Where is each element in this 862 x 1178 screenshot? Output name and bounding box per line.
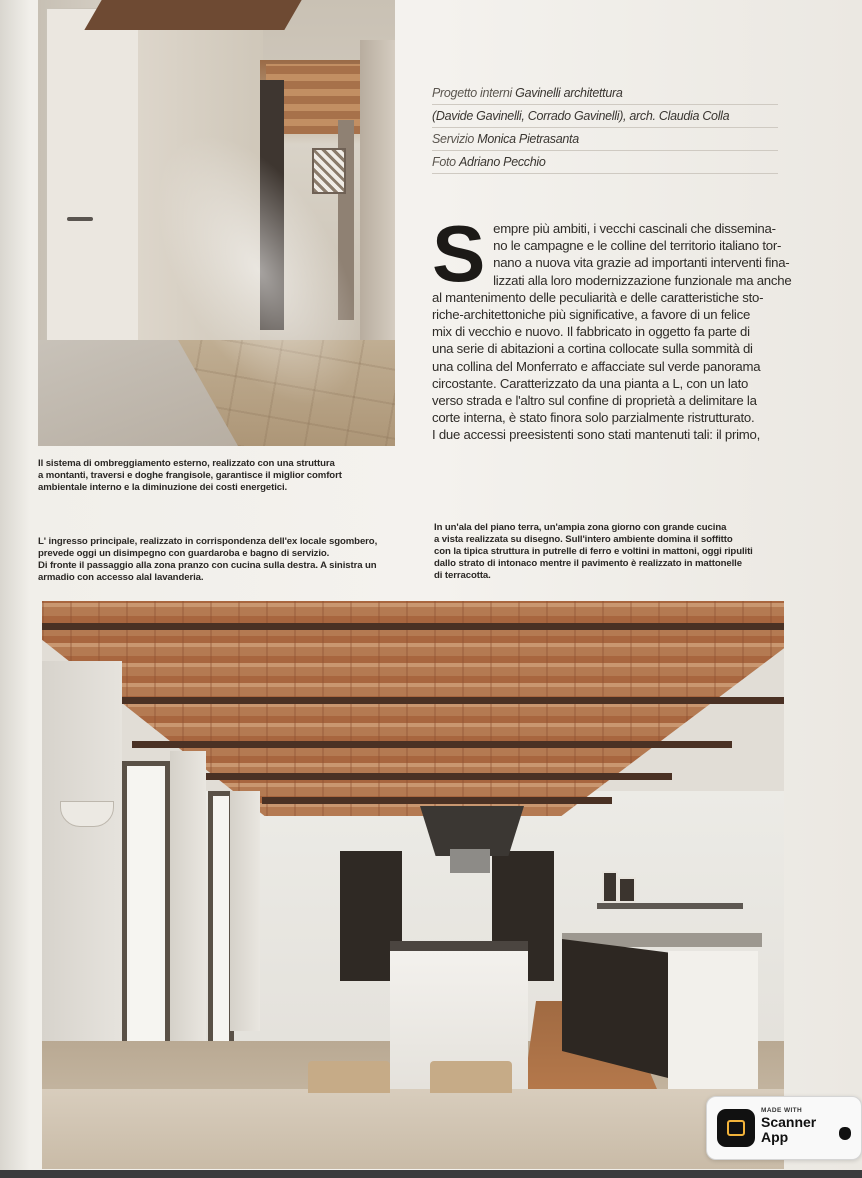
kitchen-photo [42,601,784,1169]
scanner-app-name: Scanner App [761,1114,817,1145]
made-with-label: MADE WITH [761,1107,803,1114]
body-line: corte interna, è stato finora solo parzialmente ristrutturato. [432,410,755,426]
body-line: I due accessi preesistenti sono stati mantenuti tali: il primo, [432,427,761,443]
apple-icon [839,1127,851,1140]
scanner-app-badge[interactable] [706,1096,862,1160]
scanner-app-logo-icon [717,1109,755,1147]
body-line: verso strada e l'altro sul confine di proprietà a delimitare la [432,393,757,409]
body-line: circostante. Caratterizzato da una pianta a L, con un lato [432,375,749,391]
body-line: riche-architettoniche più significative, a favore di un felice [432,307,751,323]
credit-line: Foto Adriano Pecchio [432,151,778,174]
credit-line: (Davide Gavinelli, Corrado Gavinelli), arch. Claudia Colla [432,105,778,128]
body-line: nano a nuova vita grazie ad importanti interventi fina- [493,255,790,271]
door-handle [67,217,93,221]
bottom-strip [0,1170,862,1178]
caption-living: In un'ala del piano terra, un'ampia zona giorno con grande cucina a vista realizzata su disegno. Sull'intero ambiente domina il soffitto con la tipica struttura in putrelle di ferro e voltini in mattoni, oggi ripuliti dallo strato di intonaco mentre il pavimento è realizzato in mattonelle di terracotta. [434,522,753,581]
drop-cap: S [432,209,486,298]
chair [308,1061,390,1093]
chair [430,1061,512,1093]
body-line: una serie di abitazioni a cortina collocate sulla sommità di [432,341,753,357]
caption-shading: Il sistema di ombreggiamento esterno, realizzato con una struttura a montanti, traversi e doghe frangisole, garantisce il miglior comfort ambientale interno e la diminuzione dei costi energetici. [38,458,342,493]
article-body [432,209,792,444]
body-line: no le campagne e le colline del territorio italiano tor- [493,238,782,254]
lattice-window [312,148,346,194]
body-line: mix di vecchio e nuovo. Il fabbricato in oggetto fa parte di [432,324,750,340]
credits-block [432,82,778,174]
body-line: empre più ambiti, i vecchi cascinali che dissemina- [493,221,776,236]
credit-line: Servizio Monica Pietrasanta [432,128,778,151]
corridor-photo [38,0,395,446]
credit-line: Progetto interni Gavinelli architettura [432,82,778,105]
dining-table [42,1089,784,1169]
body-line: una collina del Monferrato e affacciate sul verde panorama [432,358,761,374]
wall-shelf [597,903,743,909]
body-line: al mantenimento delle peculiarità e delle caratteristiche sto- [432,289,764,305]
body-line: lizzati alla loro modernizzazione funzionale ma anche [493,272,792,288]
caption-entrance: L' ingresso principale, realizzato in corrispondenza dell'ex locale sgombero, prevede oggi un disimpegno con guardaroba e bagno di servizio. Di fronte il passaggio alla zona pranzo con cucina sulla destra. A sinistra un armadio con accesso alal lavanderia. [38,536,378,583]
